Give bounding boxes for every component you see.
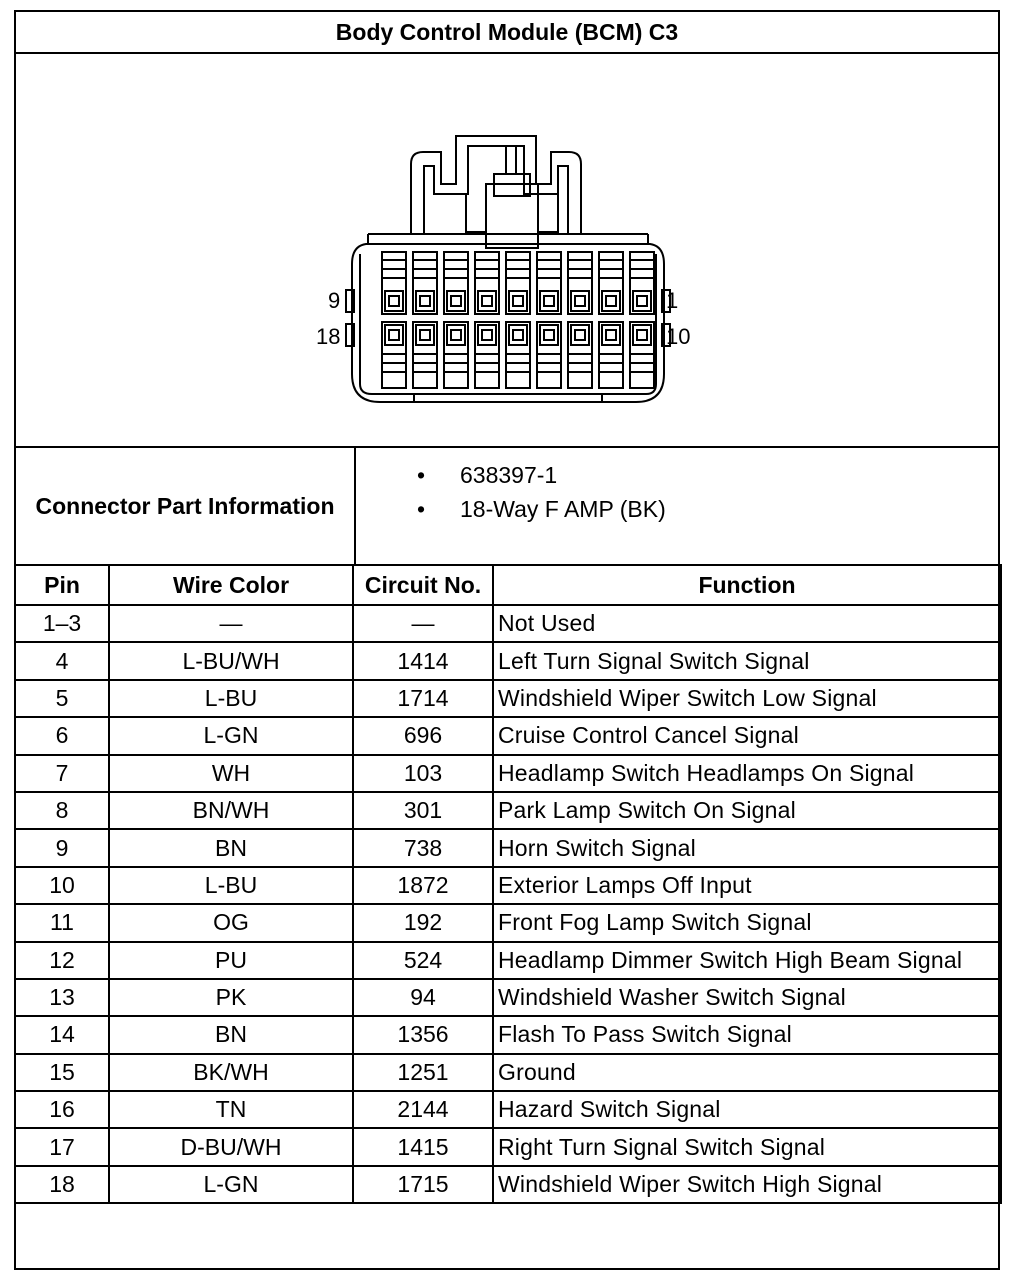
pin-label-10: 10 [666,324,691,349]
function-cell: Front Fog Lamp Switch Signal [493,904,1001,941]
pin-terminal [540,291,558,311]
table-row [15,867,1001,904]
table-row [15,717,1001,754]
pin-terminal [602,325,620,345]
pin-contact [389,296,399,306]
connector-diagram-panel [14,52,1000,448]
pin-contact [544,296,554,306]
function-cell: Windshield Washer Switch Signal [493,979,1001,1016]
page-title: Body Control Module (BCM) C3 [14,10,1000,54]
function-cell: Not Used [493,605,1001,642]
circuit-no-cell: 1872 [353,867,493,904]
table-row [15,829,1001,866]
pin-contact [420,296,430,306]
function-cell: Horn Switch Signal [493,829,1001,866]
function-cell: Ground [493,1054,1001,1091]
wire-color-cell: L-BU [109,680,353,717]
function-cell: Hazard Switch Signal [493,1091,1001,1128]
function-cell: Windshield Wiper Switch Low Signal [493,680,1001,717]
pin-label-9: 9 [328,288,341,313]
wire-color-cell: BK/WH [109,1054,353,1091]
bullet-icon: • [416,495,426,522]
table-row [15,1016,1001,1053]
table-row [15,605,1001,642]
function-cell: Exterior Lamps Off Input [493,867,1001,904]
function-cell: Park Lamp Switch On Signal [493,792,1001,829]
circuit-no-cell: 738 [353,829,493,866]
pin-contact [482,330,492,340]
pin-terminal [478,291,496,311]
wire-color-cell: L-BU/WH [109,642,353,679]
table-row [15,1166,1001,1203]
pin-contact [420,330,430,340]
pin-contact [637,330,647,340]
pin-cell: 14 [15,1016,109,1053]
wire-color-cell: TN [109,1091,353,1128]
pin-cell: 8 [15,792,109,829]
wire-color-cell: — [109,605,353,642]
pin-cell: 4 [15,642,109,679]
pin-contact [575,296,585,306]
pin-table-header [15,565,1001,605]
pin-contact [482,296,492,306]
pin-cell: 16 [15,1091,109,1128]
pin-cell: 9 [15,829,109,866]
part-info-item [356,492,666,526]
pin-cell: 6 [15,717,109,754]
function-cell: Windshield Wiper Switch High Signal [493,1166,1001,1203]
pin-cell: 1–3 [15,605,109,642]
pin-contact [606,330,616,340]
wire-color-cell: PK [109,979,353,1016]
circuit-no-cell: 1715 [353,1166,493,1203]
connector-face-drawing [16,54,998,446]
circuit-no-cell: — [353,605,493,642]
circuit-no-cell: 1356 [353,1016,493,1053]
table-row [15,642,1001,679]
table-row [15,680,1001,717]
table-row [15,1054,1001,1091]
table-row [15,942,1001,979]
table-row [15,755,1001,792]
bullet-icon: • [416,461,426,488]
pin-terminal [602,291,620,311]
part-number: 638397-1 [460,461,558,488]
pin-contact [606,296,616,306]
wire-color-cell: WH [109,755,353,792]
wire-color-cell: L-GN [109,717,353,754]
pin-contact [451,296,461,306]
pin-terminal [385,291,403,311]
part-info-list [356,458,666,526]
pin-terminal [416,325,434,345]
pin-contact [451,330,461,340]
pin-cell: 10 [15,867,109,904]
connector-part-info [14,446,1000,566]
pin-cavities [382,252,654,388]
circuit-no-cell: 696 [353,717,493,754]
wire-color-cell: OG [109,904,353,941]
pin-terminal [416,291,434,311]
circuit-no-cell: 94 [353,979,493,1016]
wire-color-cell: D-BU/WH [109,1128,353,1165]
pin-contact [544,330,554,340]
function-cell: Right Turn Signal Switch Signal [493,1128,1001,1165]
table-row [15,792,1001,829]
pin-cell: 12 [15,942,109,979]
wire-color-cell: BN [109,1016,353,1053]
pin-terminal [633,325,651,345]
pin-contact [575,330,585,340]
function-cell: Flash To Pass Switch Signal [493,1016,1001,1053]
function-cell: Left Turn Signal Switch Signal [493,642,1001,679]
pin-cell: 17 [15,1128,109,1165]
part-info-label: Connector Part Information [16,448,356,564]
pin-cell: 7 [15,755,109,792]
pin-cell: 13 [15,979,109,1016]
pin-cell: 15 [15,1054,109,1091]
pin-terminal [509,325,527,345]
header-wire-color: Wire Color [109,565,353,605]
table-row [15,979,1001,1016]
circuit-no-cell: 103 [353,755,493,792]
pin-label-1: 1 [666,288,679,313]
pin-contact [637,296,647,306]
pin-terminal [385,325,403,345]
table-row [15,1091,1001,1128]
wire-color-cell: L-GN [109,1166,353,1203]
connector-description: 18-Way F AMP (BK) [460,495,666,522]
pin-cell: 11 [15,904,109,941]
pin-contact [513,330,523,340]
header-circuit-no: Circuit No. [353,565,493,605]
pin-terminal [571,291,589,311]
wire-color-cell: BN/WH [109,792,353,829]
circuit-no-cell: 1714 [353,680,493,717]
pin-cell: 18 [15,1166,109,1203]
wire-color-cell: L-BU [109,867,353,904]
pin-contact [513,296,523,306]
pin-terminal [478,325,496,345]
part-info-item [356,458,666,492]
pin-terminal [571,325,589,345]
circuit-no-cell: 524 [353,942,493,979]
pin-table [14,564,1002,1204]
pin-label-18: 18 [316,324,341,349]
circuit-no-cell: 1414 [353,642,493,679]
pin-terminal [540,325,558,345]
pin-contact [389,330,399,340]
pin-terminal [509,291,527,311]
function-cell: Headlamp Switch Headlamps On Signal [493,755,1001,792]
circuit-no-cell: 1415 [353,1128,493,1165]
table-row [15,1128,1001,1165]
wire-color-cell: BN [109,829,353,866]
pin-terminal [633,291,651,311]
circuit-no-cell: 2144 [353,1091,493,1128]
pin-terminal [447,291,465,311]
pin-cell: 5 [15,680,109,717]
pin-terminal [447,325,465,345]
header-pin: Pin [15,565,109,605]
function-cell: Headlamp Dimmer Switch High Beam Signal [493,942,1001,979]
function-cell: Cruise Control Cancel Signal [493,717,1001,754]
table-row [15,904,1001,941]
circuit-no-cell: 301 [353,792,493,829]
header-function: Function [493,565,1001,605]
wire-color-cell: PU [109,942,353,979]
circuit-no-cell: 192 [353,904,493,941]
circuit-no-cell: 1251 [353,1054,493,1091]
